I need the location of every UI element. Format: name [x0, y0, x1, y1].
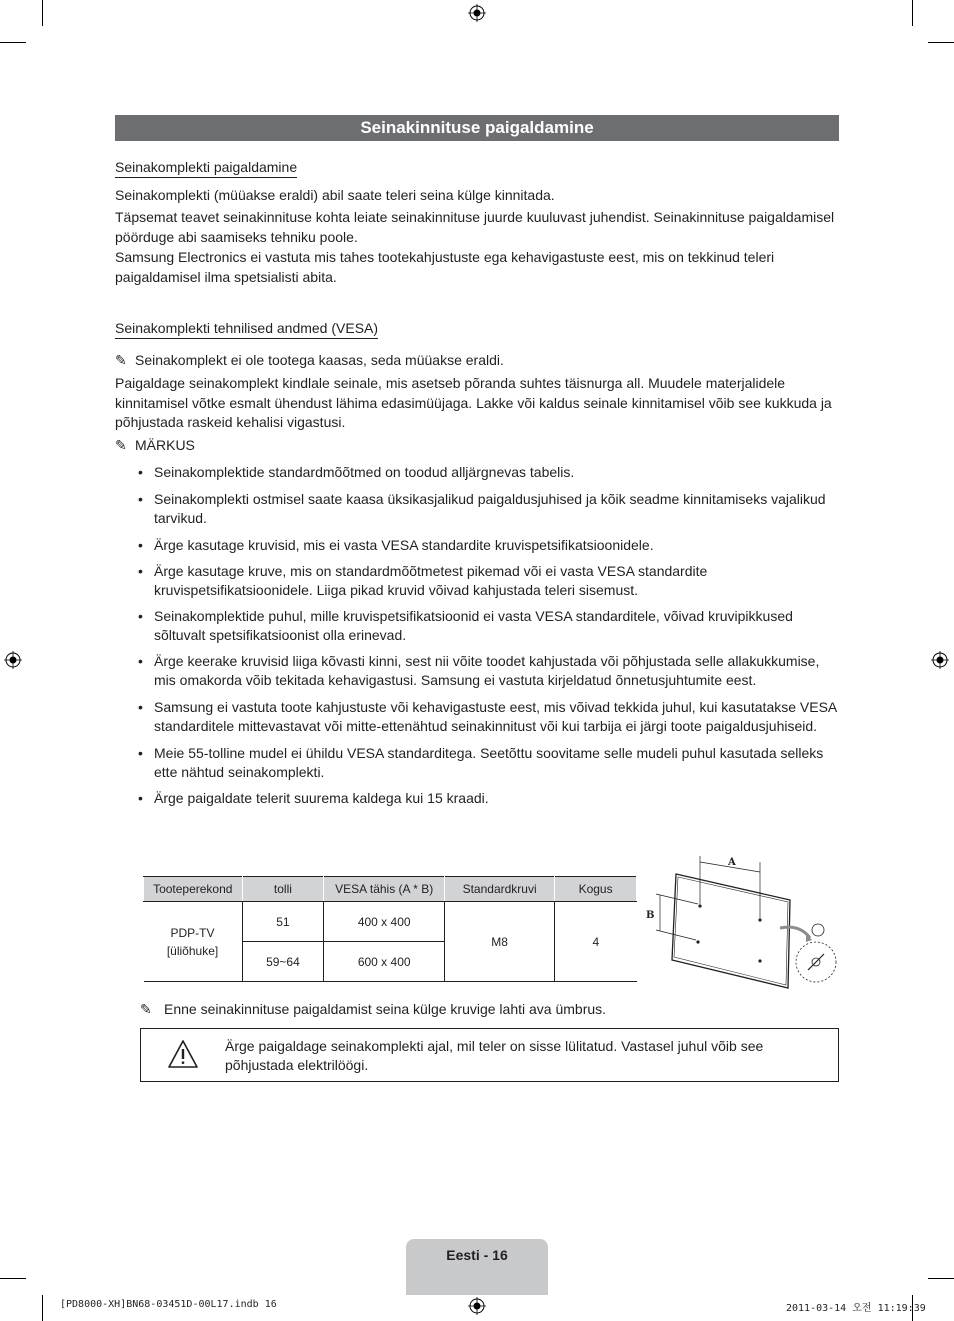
registration-mark-icon	[468, 4, 486, 22]
tv-panel-outline	[672, 874, 790, 988]
page-number-tab	[406, 1239, 548, 1295]
note-remove-screws	[140, 1000, 606, 1019]
note-text: Enne seinakinnituse paigaldamist seina külge kruvige lahti ava ümbrus.	[164, 1001, 607, 1017]
warning-box	[140, 1028, 839, 1082]
inch-cell: 59~64	[242, 942, 324, 982]
table-row	[144, 902, 637, 942]
install-paragraph-3: Samsung Electronics ei vastuta mis tahes tootekahjustuste ega kehavigastuste eest, mis on tekkinud teleri paigaldamisel ilma spetsialisti abita.	[115, 249, 775, 285]
crop-mark	[0, 1278, 26, 1279]
list-item: • Ärge keerake kruvisid liiga kõvasti kinni, sest nii võite toodet kahjustada või põhjustada selle allakukkumise, mis omakorda võib tekitada kehavigastusi. Samsung ei vastuta kirjeldatud õnnetusjuhtumite eest.	[138, 652, 838, 690]
crop-mark	[928, 42, 954, 43]
label-b: B	[646, 910, 655, 921]
mount-holes	[696, 904, 761, 962]
table-header: tolli	[242, 877, 324, 902]
install-heading: Seinakomplekti paigaldamine	[115, 159, 297, 178]
crop-mark	[42, 1295, 43, 1321]
tv-back-diagram	[640, 848, 840, 996]
pencil-note-icon: ✎	[140, 1001, 152, 1017]
qty-cell: 4	[555, 902, 637, 982]
list-item: • Seinakomplektide standardmõõtmed on toodud alljärgnevas tabelis.	[138, 463, 838, 482]
list-item: • Ärge kasutage kruve, mis on standardmõõtmetest pikemad või ei vasta VESA standardite kruvispetsifikatsioonidele. Liiga pikad kruvid võivad kahjustada teleri sisemust.	[138, 562, 838, 600]
vesa-cell: 400 x 400	[324, 902, 445, 942]
crop-mark	[42, 0, 43, 26]
note-heading-text: MÄRKUS	[135, 437, 195, 453]
warning-triangle-icon	[167, 1039, 199, 1069]
vesa-cell: 600 x 400	[324, 942, 445, 982]
table-header: Tooteperekond	[144, 877, 243, 902]
screw-cell: M8	[445, 902, 555, 982]
table-header: Kogus	[555, 877, 637, 902]
registration-mark-icon	[931, 651, 949, 669]
crop-mark	[928, 1278, 954, 1279]
label-a: A	[728, 857, 736, 868]
note-heading	[115, 436, 195, 455]
list-item: • Ärge paigaldate telerit suurema kaldega kui 15 kraadi.	[138, 789, 838, 808]
crop-mark	[912, 0, 913, 26]
list-item: • Seinakomplektide puhul, mille kruvispetsifikatsioonid ei vasta VESA standarditele, võivad kruvipikkused sõltuvalt spetsifikatsioonist olla erinevad.	[138, 607, 838, 645]
warning-text: Ärge paigaldage seinakomplekti ajal, mil teler on sisse lülitatud. Vastasel juhul võib see põhjustada elektrilöögi.	[225, 1038, 764, 1073]
spec-paragraph: Paigaldage seinakomplekt kindlale seinale, mis asetseb põranda suhtes täisnurga all. Muudele materjalidele kinnitamisel võtke esmalt ühendust lähima edasimüüjaga. Lakke või kaldus seinale kinnitamisel võib see kukkuda ja põhjustada raskeid kehalisi vigastusi.	[115, 375, 832, 430]
pencil-note-icon: ✎	[115, 352, 127, 368]
table-header: VESA tähis (A * B)	[324, 877, 445, 902]
dimension-a	[700, 856, 760, 918]
note-not-included	[115, 351, 504, 370]
install-paragraph-1: Seinakomplekti (müüakse eraldi) abil saate teleri seina külge kinnitada.	[115, 187, 555, 203]
crop-mark	[0, 42, 26, 43]
install-paragraph-2: Täpsemat teavet seinakinnituse kohta leiate seinakinnituse juurde kuuluvast juhendist. Seinakinnituse paigaldamisel pöörduge abi saamiseks tehniku poole.	[115, 209, 835, 245]
print-slug-file: [PD8000-XH]BN68-03451D-00L17.indb 16	[60, 1299, 277, 1310]
spec-heading: Seinakomplekti tehnilised andmed (VESA)	[115, 320, 378, 339]
dimension-b	[646, 894, 698, 940]
registration-mark-icon	[468, 1297, 486, 1315]
notes-list	[138, 463, 838, 808]
family-name: PDP-TV	[170, 925, 215, 940]
family-sub: [üliõhuke]	[166, 943, 219, 958]
vesa-table	[143, 876, 637, 982]
list-item: • Seinakomplekti ostmisel saate kaasa üksikasjalikud paigaldusjuhised ja kõik seadme kinnitamiseks vajalikud tarvikud.	[138, 490, 838, 528]
family-cell	[144, 902, 243, 982]
list-item: • Samsung ei vastuta toote kahjustuste või kehavigastuste eest, mis võivad tekkida juhul, kui kasutatakse VESA standarditele mittevastavat või mitte-ettenähtud seinakinnitust või kui tarbija ei järgi toote paigaldusjuhiseid.	[138, 698, 838, 736]
pencil-note-icon: ✎	[115, 437, 127, 453]
list-item: • Meie 55-tolline mudel ei ühildu VESA standarditega. Seetõttu soovitame selle mudeli puhul kasutada selleks ette nähtud seinakomplekti.	[138, 744, 838, 782]
note-text: Seinakomplekt ei ole tootega kaasas, seda müüakse eraldi.	[135, 352, 504, 368]
inch-cell: 51	[242, 902, 324, 942]
print-slug-date: 2011-03-14 오전 11:19:39	[786, 1303, 926, 1314]
list-item: • Ärge kasutage kruvisid, mis ei vasta VESA standardite kruvispetsifikatsioonidele.	[138, 536, 838, 555]
table-header: Standardkruvi	[445, 877, 555, 902]
registration-mark-icon	[4, 651, 22, 669]
page-label: Eesti - 16	[446, 1247, 508, 1263]
table-header-row	[144, 877, 637, 902]
section-title: Seinakinnituse paigaldamine	[115, 115, 839, 141]
